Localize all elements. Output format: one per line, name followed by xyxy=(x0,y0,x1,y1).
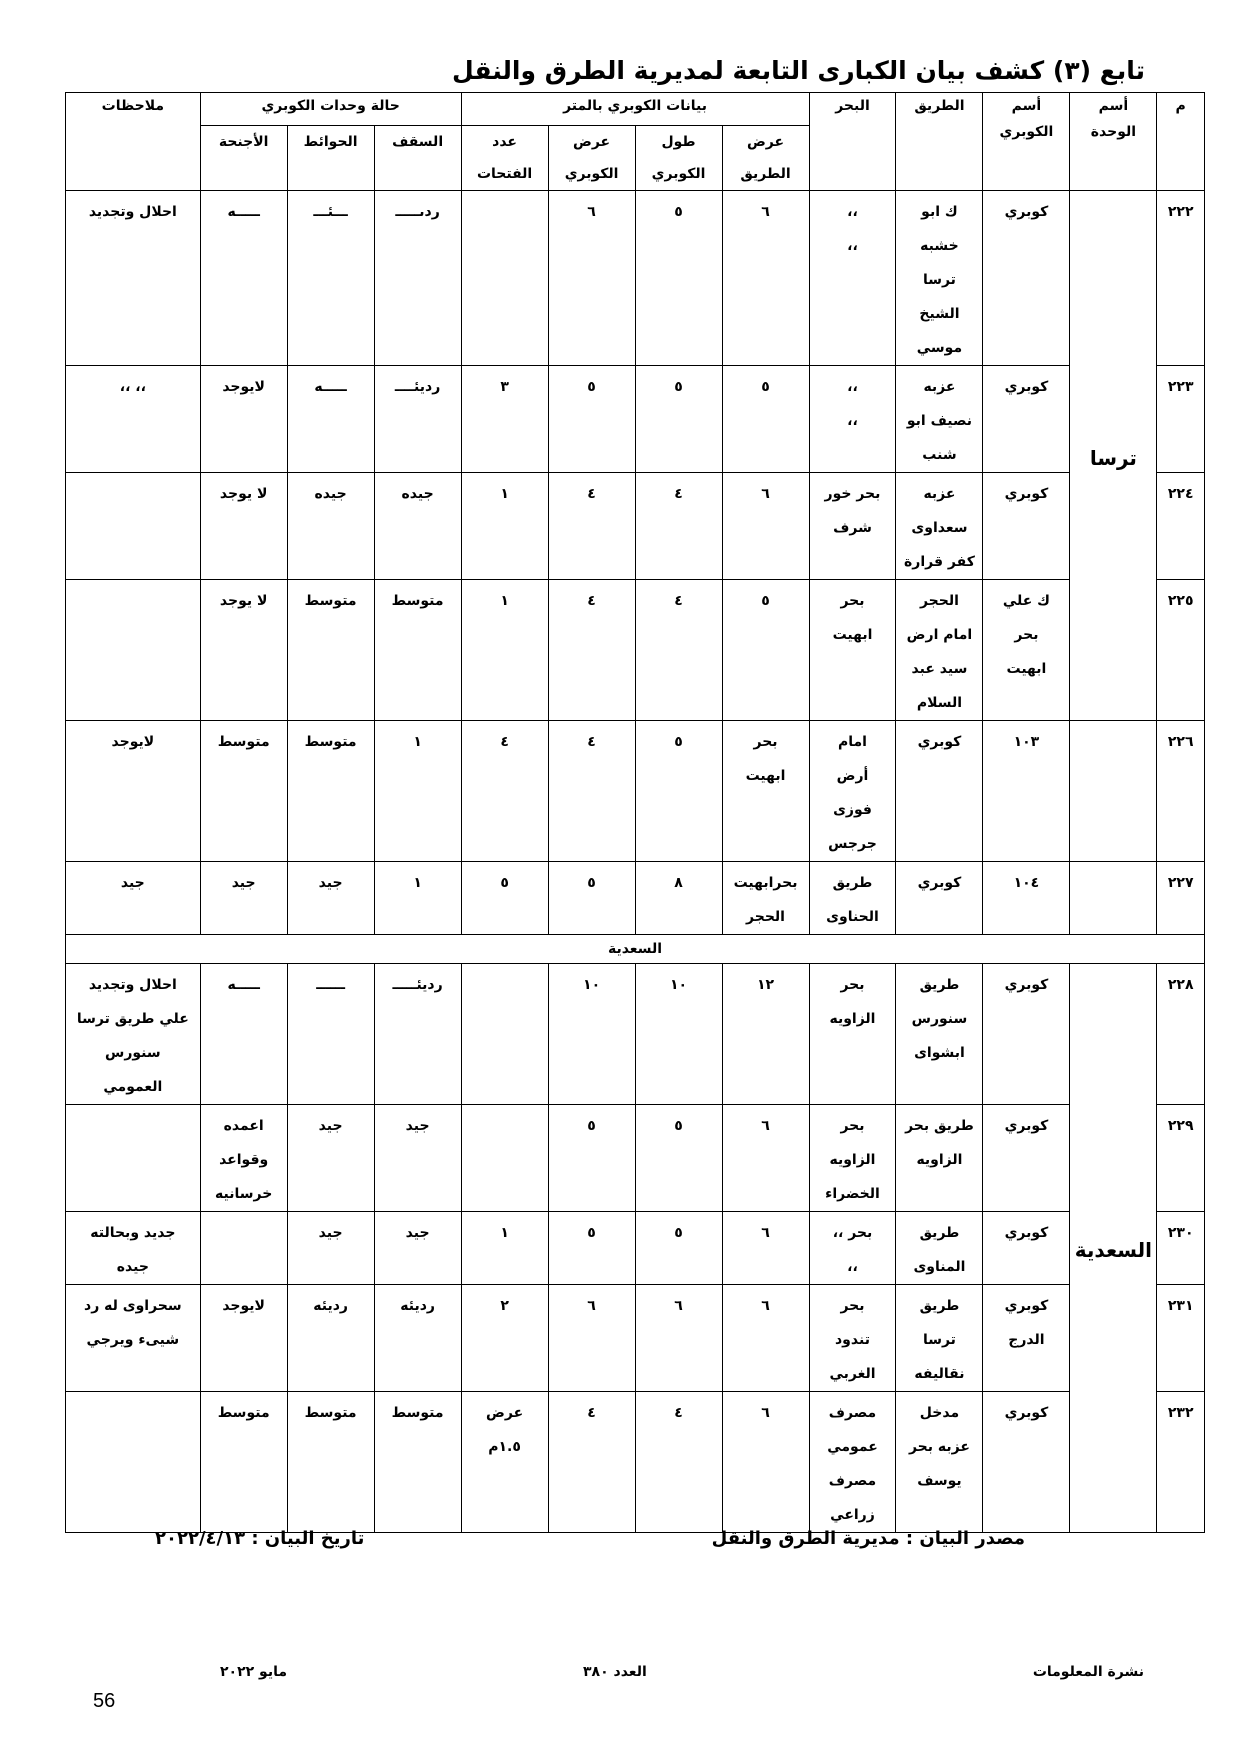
cell-road-width: بحر ابهيت xyxy=(722,721,809,862)
cell-road: مدخل عزبه بحر يوسف xyxy=(896,1392,983,1533)
cell-walls: ــــــ xyxy=(287,964,374,1105)
cell-wings: لا يوجد xyxy=(200,580,287,721)
cell-bridge-width: ٤ xyxy=(548,473,635,580)
cell-sea: بحر ابهيت xyxy=(809,580,896,721)
cell-road-width: ٥ xyxy=(722,580,809,721)
cell-length: ١٠ xyxy=(635,964,722,1105)
cell-roof: رديئــــ xyxy=(374,366,461,473)
cell-wings: لايوجد xyxy=(200,1285,287,1392)
header-length: طول الكوبري xyxy=(635,126,722,191)
cell-openings: ١ xyxy=(461,473,548,580)
cell-roof: ردىـــــ xyxy=(374,191,461,366)
cell-road: طريق ترسا نقاليفه xyxy=(896,1285,983,1392)
cell-bridge-width: ٤ xyxy=(548,721,635,862)
cell-road-width: ٥ xyxy=(722,366,809,473)
header-road: الطريق xyxy=(896,93,983,191)
cell-wings: ـــــه xyxy=(200,191,287,366)
header-data-group: بيانات الكوبري بالمتر xyxy=(461,93,809,126)
bridges-table xyxy=(65,92,1205,1533)
cell-road-width: ٦ xyxy=(722,1285,809,1392)
header-unit: أسم الوحدة xyxy=(1070,93,1157,191)
cell-road: كوبري xyxy=(896,721,983,862)
unit-name-cell: ترسا xyxy=(1070,191,1157,721)
section-row xyxy=(66,935,1205,964)
cell-length: ٥ xyxy=(635,721,722,862)
cell-roof: جيد xyxy=(374,1212,461,1285)
cell-notes xyxy=(66,1392,201,1533)
cell-openings: ٢ xyxy=(461,1285,548,1392)
cell-roof: جيده xyxy=(374,473,461,580)
cell-length: ٤ xyxy=(635,473,722,580)
table-row xyxy=(66,862,1205,935)
cell-sea: طريق الحناوى xyxy=(809,862,896,935)
cell-openings: عرض ١.٥م xyxy=(461,1392,548,1533)
cell-road: الحجر امام ارض سيد عبد السلام xyxy=(896,580,983,721)
header-bridge-width: عرض الكوبري xyxy=(548,126,635,191)
date-note: تاريخ البيان : ٢٠٢٢/٤/١٣ xyxy=(155,1528,365,1549)
header-openings: عدد الفتحات xyxy=(461,126,548,191)
cell-roof: جيد xyxy=(374,1105,461,1212)
cell-road: طريق بحر الزاويه xyxy=(896,1105,983,1212)
cell-sea: ،، ،، xyxy=(809,366,896,473)
cell-road: عزبه نصيف ابو شنب xyxy=(896,366,983,473)
cell-openings xyxy=(461,191,548,366)
cell-m: ٢٢٢ xyxy=(1157,191,1205,366)
cell-length: ٥ xyxy=(635,366,722,473)
cell-notes: سحراوى له رد شيىء ويرجي xyxy=(66,1285,201,1392)
cell-walls: جيد xyxy=(287,1212,374,1285)
table-row xyxy=(66,1212,1205,1285)
cell-sea: مصرف عمومي مصرف زراعي xyxy=(809,1392,896,1533)
cell-bridge-width: ٦ xyxy=(548,1285,635,1392)
cell-bridge: كوبري xyxy=(983,191,1070,366)
cell-notes: جديد وبحالته جيده xyxy=(66,1212,201,1285)
cell-openings xyxy=(461,964,548,1105)
cell-openings: ١ xyxy=(461,580,548,721)
cell-length: ٥ xyxy=(635,191,722,366)
cell-notes: احلال وتجديد علي طريق ترسا سنورس العمومي xyxy=(66,964,201,1105)
cell-unit xyxy=(1070,721,1157,862)
cell-openings xyxy=(461,1105,548,1212)
cell-road: كوبري xyxy=(896,862,983,935)
cell-bridge: كوبري xyxy=(983,1392,1070,1533)
cell-bridge: كوبري xyxy=(983,1212,1070,1285)
cell-wings: لايوجد xyxy=(200,366,287,473)
cell-notes xyxy=(66,580,201,721)
cell-bridge: ١٠٤ xyxy=(983,862,1070,935)
cell-bridge: كوبري xyxy=(983,964,1070,1105)
cell-m: ٢٢٩ xyxy=(1157,1105,1205,1212)
cell-m: ٢٣١ xyxy=(1157,1285,1205,1392)
cell-bridge-width: ٤ xyxy=(548,1392,635,1533)
cell-wings: اعمده وقواعد خرسانيه xyxy=(200,1105,287,1212)
cell-road: طريق سنورس ابشواى xyxy=(896,964,983,1105)
cell-sea: امام أرض فوزى جرجس xyxy=(809,721,896,862)
header-m: م xyxy=(1157,93,1205,191)
cell-length: ٨ xyxy=(635,862,722,935)
cell-sea: بحر الزاويه الخضراء xyxy=(809,1105,896,1212)
header-road-width: عرض الطريق xyxy=(722,126,809,191)
header-state-group: حالة وحدات الكوبري xyxy=(200,93,461,126)
cell-bridge: كوبري xyxy=(983,1105,1070,1212)
cell-m: ٢٢٤ xyxy=(1157,473,1205,580)
cell-road-width: ٦ xyxy=(722,1392,809,1533)
issue-number: العدد ٣٨٠ xyxy=(583,1664,647,1680)
cell-m: ٢٢٧ xyxy=(1157,862,1205,935)
section-label: السعدية xyxy=(66,935,1205,964)
header-row-1 xyxy=(66,93,1205,126)
cell-bridge-width: ٤ xyxy=(548,580,635,721)
cell-m: ٢٢٨ xyxy=(1157,964,1205,1105)
cell-bridge-width: ٥ xyxy=(548,1105,635,1212)
cell-notes: جيد xyxy=(66,862,201,935)
cell-road-width: ٦ xyxy=(722,191,809,366)
cell-bridge: كوبري الدرج xyxy=(983,1285,1070,1392)
source-note: مصدر البيان : مديرية الطرق والنقل xyxy=(711,1528,1025,1549)
cell-length: ٤ xyxy=(635,1392,722,1533)
cell-walls: ـــئـــ xyxy=(287,191,374,366)
cell-road: ك ابو خشبه ترسا الشيخ موسي xyxy=(896,191,983,366)
header-sea: البحر xyxy=(809,93,896,191)
cell-road: عزبه سعداوى كفر قرارة xyxy=(896,473,983,580)
table-row xyxy=(66,366,1205,473)
header-notes: ملاحظات xyxy=(66,93,201,191)
cell-m: ٢٣٠ xyxy=(1157,1212,1205,1285)
cell-bridge-width: ٥ xyxy=(548,366,635,473)
cell-road: طريق المناوى xyxy=(896,1212,983,1285)
cell-wings: جيد xyxy=(200,862,287,935)
table-row xyxy=(66,473,1205,580)
cell-bridge-width: ٥ xyxy=(548,1212,635,1285)
cell-openings: ٥ xyxy=(461,862,548,935)
cell-walls: رديئه xyxy=(287,1285,374,1392)
table-row xyxy=(66,1392,1205,1533)
publication-name: نشرة المعلومات xyxy=(1032,1664,1144,1680)
cell-notes: لايوجد xyxy=(66,721,201,862)
cell-walls: متوسط xyxy=(287,721,374,862)
cell-m: ٢٣٢ xyxy=(1157,1392,1205,1533)
cell-notes: ،، ،، xyxy=(66,366,201,473)
cell-roof: ١ xyxy=(374,721,461,862)
cell-walls: جيد xyxy=(287,1105,374,1212)
cell-road-width: ٦ xyxy=(722,1105,809,1212)
cell-bridge: كوبري xyxy=(983,473,1070,580)
header-bridge: أسم الكوبري xyxy=(983,93,1070,191)
cell-length: ٦ xyxy=(635,1285,722,1392)
cell-roof: رديئه xyxy=(374,1285,461,1392)
cell-wings xyxy=(200,1212,287,1285)
table-row xyxy=(66,721,1205,862)
cell-road-width: ٦ xyxy=(722,473,809,580)
cell-sea: بحر خور شرف xyxy=(809,473,896,580)
cell-openings: ٤ xyxy=(461,721,548,862)
header-walls: الحوائط xyxy=(287,126,374,191)
cell-m: ٢٢٦ xyxy=(1157,721,1205,862)
cell-roof: ١ xyxy=(374,862,461,935)
cell-bridge-width: ١٠ xyxy=(548,964,635,1105)
cell-sea: بحر تندود الغربي xyxy=(809,1285,896,1392)
table-row xyxy=(66,191,1205,366)
cell-m: ٢٢٣ xyxy=(1157,366,1205,473)
issue-month: مايو ٢٠٢٢ xyxy=(220,1664,288,1680)
cell-walls: متوسط xyxy=(287,580,374,721)
cell-road-width: ١٢ xyxy=(722,964,809,1105)
cell-notes: احلال وتجديد xyxy=(66,191,201,366)
cell-bridge: ١٠٣ xyxy=(983,721,1070,862)
cell-roof: متوسط xyxy=(374,580,461,721)
cell-sea: ،، ،، xyxy=(809,191,896,366)
cell-roof: رديئـــــ xyxy=(374,964,461,1105)
cell-bridge: كوبري xyxy=(983,366,1070,473)
cell-m: ٢٢٥ xyxy=(1157,580,1205,721)
header-roof: السقف xyxy=(374,126,461,191)
cell-wings: لا يوجد xyxy=(200,473,287,580)
cell-sea: بحر الزاويه xyxy=(809,964,896,1105)
cell-road-width: ٦ xyxy=(722,1212,809,1285)
cell-walls: جيد xyxy=(287,862,374,935)
cell-roof: متوسط xyxy=(374,1392,461,1533)
cell-length: ٤ xyxy=(635,580,722,721)
page-title: تابع (٣) كشف بيان الكبارى التابعة لمديرية الطرق والنقل xyxy=(452,56,1145,85)
cell-unit xyxy=(1070,862,1157,935)
cell-bridge-width: ٥ xyxy=(548,862,635,935)
cell-wings: متوسط xyxy=(200,1392,287,1533)
cell-walls: ـــــه xyxy=(287,366,374,473)
cell-length: ٥ xyxy=(635,1105,722,1212)
table-row xyxy=(66,580,1205,721)
page-number: 56 xyxy=(93,1690,116,1712)
cell-notes xyxy=(66,1105,201,1212)
cell-openings: ٣ xyxy=(461,366,548,473)
table-row xyxy=(66,1285,1205,1392)
cell-walls: جيده xyxy=(287,473,374,580)
cell-road-width: بحرابهيت الحجر xyxy=(722,862,809,935)
cell-openings: ١ xyxy=(461,1212,548,1285)
cell-wings: متوسط xyxy=(200,721,287,862)
header-wings: الأجنحة xyxy=(200,126,287,191)
unit-name-cell: السعدية xyxy=(1070,964,1157,1533)
cell-bridge-width: ٦ xyxy=(548,191,635,366)
cell-bridge: ك علي بحر ابهيت xyxy=(983,580,1070,721)
table-row xyxy=(66,1105,1205,1212)
cell-length: ٥ xyxy=(635,1212,722,1285)
cell-notes xyxy=(66,473,201,580)
cell-wings: ـــــه xyxy=(200,964,287,1105)
table-row xyxy=(66,964,1205,1105)
cell-walls: متوسط xyxy=(287,1392,374,1533)
cell-sea: بحر ،، ،، xyxy=(809,1212,896,1285)
